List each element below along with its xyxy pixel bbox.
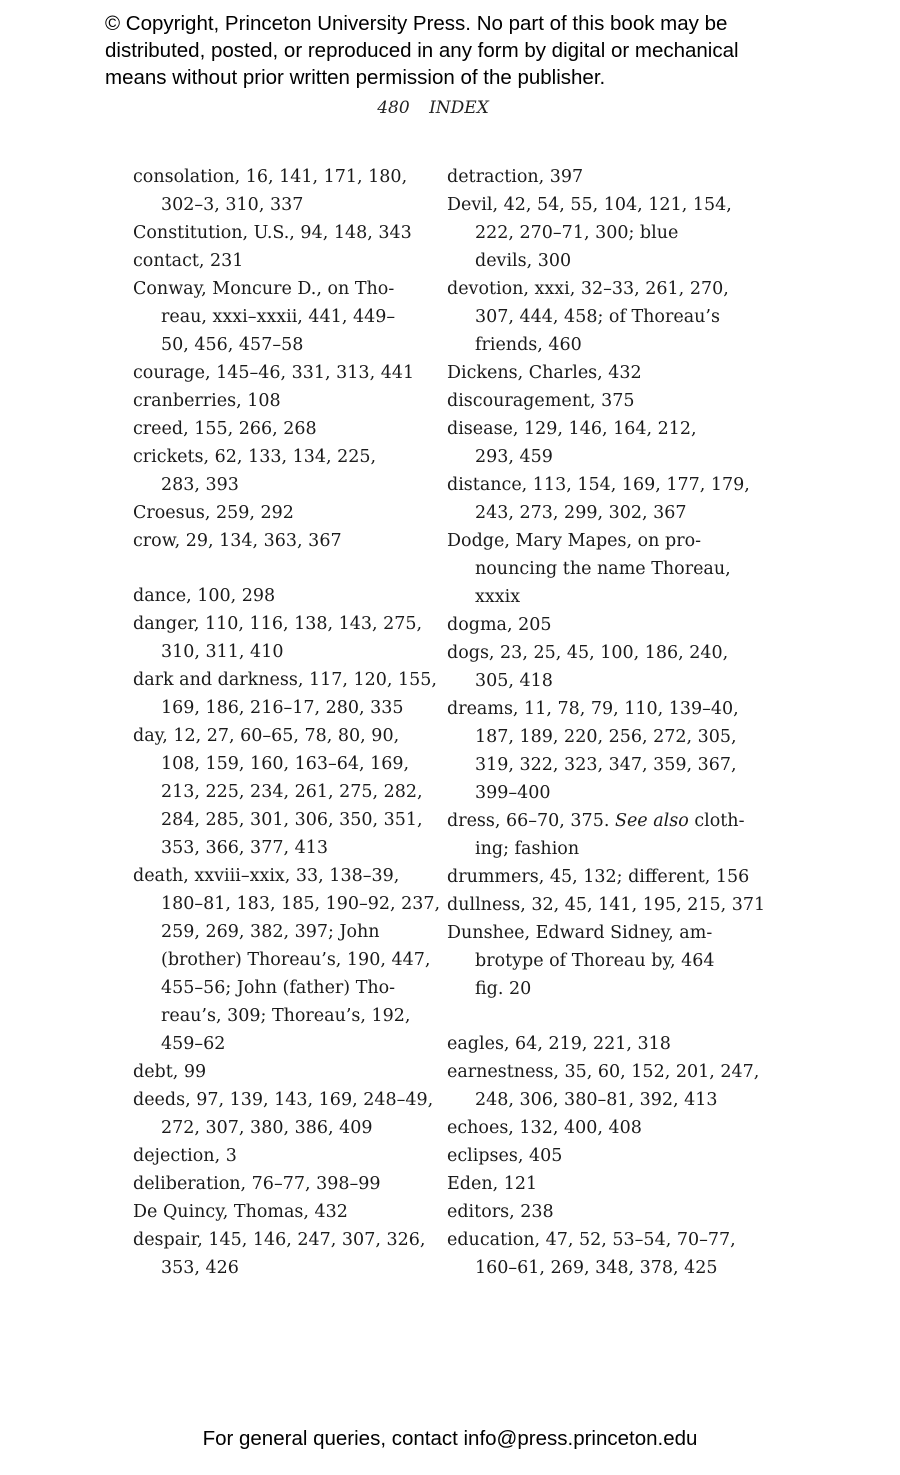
see-also-reference: See also — [614, 811, 689, 831]
index-entry-line: 283, 393 — [161, 475, 239, 495]
index-entry — [447, 1030, 747, 1058]
index-column-right — [447, 163, 766, 1282]
index-entry-line: courage, 145–46, 331, 313, 441 — [133, 363, 415, 383]
index-entry — [447, 891, 766, 919]
index-entry-line: 222, 270–71, 300; blue — [475, 223, 679, 243]
index-entry-line: reau’s, 309; Thoreau’s, 192, — [161, 1006, 411, 1026]
index-entry-line: editors, 238 — [447, 1202, 554, 1222]
index-entry-line: day, 12, 27, 60–65, 78, 80, 90, — [133, 726, 400, 746]
index-entry — [133, 247, 428, 275]
index-entry-line: (brother) Thoreau’s, 190, 447, — [161, 950, 431, 970]
copyright-line: distributed, posted, or reproduced in any form by digital or mechanical — [105, 39, 739, 62]
index-entry-line: discouragement, 375 — [447, 391, 635, 411]
index-entry — [133, 163, 428, 219]
index-entry-line: friends, 460 — [475, 335, 582, 355]
index-entry-line: crickets, 62, 133, 134, 225, — [133, 447, 377, 467]
index-entry-line: earnestness, 35, 60, 152, 201, 247, — [447, 1062, 760, 1082]
index-entry — [133, 722, 428, 862]
index-entry-line: dreams, 11, 78, 79, 110, 139–40, — [447, 699, 739, 719]
index-entry-line: deeds, 97, 139, 143, 169, 248–49, — [133, 1090, 434, 1110]
index-entry-line: dogs, 23, 25, 45, 100, 186, 240, — [447, 643, 729, 663]
index-entry-line: debt, 99 — [133, 1062, 207, 1082]
index-entry-line: dark and darkness, 117, 120, 155, — [133, 670, 437, 690]
index-entry — [447, 359, 747, 387]
index-entry-line: Dickens, Charles, 432 — [447, 363, 642, 383]
index-entry-line: brotype of Thoreau by, 464 — [475, 951, 715, 971]
index-entry — [447, 163, 747, 191]
index-entry-line: eclipses, 405 — [447, 1146, 563, 1166]
index-entry-line: eagles, 64, 219, 221, 318 — [447, 1034, 671, 1054]
index-entry-line: Dunshee, Edward Sidney, am- — [447, 923, 713, 943]
index-entry-line: danger, 110, 116, 138, 143, 275, — [133, 614, 423, 634]
index-entry-line: 305, 418 — [475, 671, 553, 691]
index-entry — [133, 610, 428, 666]
index-entry — [133, 1142, 428, 1170]
index-entry — [447, 807, 747, 863]
index-entry — [133, 1058, 428, 1086]
index-entry-line: Croesus, 259, 292 — [133, 503, 294, 523]
page-number: 480 — [377, 98, 410, 118]
index-entry — [447, 1170, 747, 1198]
index-entry-line: 108, 159, 160, 163–64, 169, — [161, 754, 410, 774]
index-entry-line: 302–3, 310, 337 — [161, 195, 304, 215]
index-entry-line: dance, 100, 298 — [133, 586, 276, 606]
index-entry — [133, 443, 428, 499]
index-entry-line: 293, 459 — [475, 447, 553, 467]
index-entry-line: 243, 273, 299, 302, 367 — [475, 503, 687, 523]
index-entry — [133, 666, 437, 722]
index-entry-line: dogma, 205 — [447, 615, 552, 635]
copyright-notice — [105, 10, 865, 91]
index-entry — [447, 863, 750, 891]
index-entry-line: De Quincy, Thomas, 432 — [133, 1202, 348, 1222]
index-entry — [133, 582, 428, 610]
index-entry — [133, 415, 428, 443]
index-entry-line: consolation, 16, 141, 171, 180, — [133, 167, 408, 187]
index-entry — [447, 415, 747, 471]
index-entry — [447, 527, 747, 611]
index-entry — [447, 1226, 747, 1282]
index-entry-line: ing; fashion — [475, 839, 580, 859]
index-entry — [133, 862, 441, 1058]
index-entry-line: 284, 285, 301, 306, 350, 351, — [161, 810, 423, 830]
index-entry-line: 272, 307, 380, 386, 409 — [161, 1118, 373, 1138]
index-entry — [447, 919, 747, 1003]
index-entry — [447, 695, 747, 807]
index-entry-line: creed, 155, 266, 268 — [133, 419, 317, 439]
letter-group-gap — [133, 555, 428, 582]
index-entry — [133, 387, 428, 415]
index-entry — [133, 1198, 428, 1226]
index-entry — [133, 275, 428, 359]
index-entry-line: Devil, 42, 54, 55, 104, 121, 154, — [447, 195, 732, 215]
index-column-left — [133, 163, 441, 1282]
footer-contact: For general queries, contact info@press.princeton.edu — [202, 1427, 698, 1450]
section-title: INDEX — [429, 98, 489, 118]
index-entry-line: dullness, 32, 45, 141, 195, 215, 371 — [447, 895, 766, 915]
index-entry-line: 455–56; John (father) Tho- — [161, 978, 396, 998]
index-entry — [447, 1198, 747, 1226]
index-entry-line: 180–81, 183, 185, 190–92, 237, — [161, 894, 441, 914]
index-entry-line: xxxix — [475, 587, 521, 607]
index-entry-line: education, 47, 52, 53–54, 70–77, — [447, 1230, 736, 1250]
index-entry-line: 353, 366, 377, 413 — [161, 838, 328, 858]
index-entry-line: fig. 20 — [475, 979, 532, 999]
index-entry — [447, 471, 750, 527]
index-entry-line: dejection, 3 — [133, 1146, 237, 1166]
index-entry-line: Dodge, Mary Mapes, on pro- — [447, 531, 702, 551]
index-entry-line: 459–62 — [161, 1034, 226, 1054]
index-entry-line: distance, 113, 154, 169, 177, 179, — [447, 475, 750, 495]
index-entry-line: crow, 29, 134, 363, 367 — [133, 531, 342, 551]
index-entry-line: 248, 306, 380–81, 392, 413 — [475, 1090, 718, 1110]
index-entry-line: 259, 269, 382, 397; John — [161, 922, 380, 942]
index-entry — [133, 1226, 428, 1282]
index-entry — [447, 387, 747, 415]
index-entry-line: despair, 145, 146, 247, 307, 326, — [133, 1230, 426, 1250]
letter-group-gap — [447, 1003, 747, 1030]
index-entry-line: 353, 426 — [161, 1258, 239, 1278]
index-entry-line: 213, 225, 234, 261, 275, 282, — [161, 782, 423, 802]
copyright-line: means without prior written permission of the publisher. — [105, 66, 606, 89]
index-entry-line: contact, 231 — [133, 251, 244, 271]
index-entry — [133, 527, 428, 555]
index-entry — [447, 191, 747, 275]
copyright-line: © Copyright, Princeton University Press. No part of this book may be — [105, 12, 728, 35]
index-entry-line: 160–61, 269, 348, 378, 425 — [475, 1258, 718, 1278]
index-entry — [447, 1058, 760, 1114]
index-entry-line: reau, xxxi–xxxii, 441, 449– — [161, 307, 396, 327]
index-entry-line: deliberation, 76–77, 398–99 — [133, 1174, 381, 1194]
index-entry-line: Eden, 121 — [447, 1174, 538, 1194]
index-entry-line: 169, 186, 216–17, 280, 335 — [161, 698, 404, 718]
index-entry-line: drummers, 45, 132; different, 156 — [447, 867, 750, 887]
index-entry-line: 187, 189, 220, 256, 272, 305, — [475, 727, 737, 747]
index-entry-line: dress, 66–70, 375. See also cloth- — [447, 811, 745, 831]
index-entry — [447, 611, 747, 639]
index-entry-line: 319, 322, 323, 347, 359, 367, — [475, 755, 737, 775]
index-entry-line: Constitution, U.S., 94, 148, 343 — [133, 223, 412, 243]
index-entry — [133, 1170, 428, 1198]
index-entry — [447, 1142, 747, 1170]
index-entry — [133, 499, 428, 527]
index-entry — [133, 359, 428, 387]
index-entry-line: death, xxviii–xxix, 33, 138–39, — [133, 866, 400, 886]
index-entry — [133, 219, 428, 247]
running-head — [0, 98, 866, 118]
index-entry-line: echoes, 132, 400, 408 — [447, 1118, 642, 1138]
index-entry — [447, 275, 747, 359]
index-entry-line: 310, 311, 410 — [161, 642, 284, 662]
index-entry — [133, 1086, 434, 1142]
index-entry-line: disease, 129, 146, 164, 212, — [447, 419, 697, 439]
index-entry-line: nouncing the name Thoreau, — [475, 559, 731, 579]
index-entry-line: cranberries, 108 — [133, 391, 281, 411]
index-entry-line: 399–400 — [475, 783, 551, 803]
index-entry-line: detraction, 397 — [447, 167, 584, 187]
index-entry — [447, 1114, 747, 1142]
index-entry-line: 307, 444, 458; of Thoreau’s — [475, 307, 720, 327]
index-entry-line: devotion, xxxi, 32–33, 261, 270, — [447, 279, 729, 299]
index-entry-line: 50, 456, 457–58 — [161, 335, 304, 355]
index-entry — [447, 639, 747, 695]
index-entry-line: devils, 300 — [475, 251, 572, 271]
index-entry-line: Conway, Moncure D., on Tho- — [133, 279, 395, 299]
